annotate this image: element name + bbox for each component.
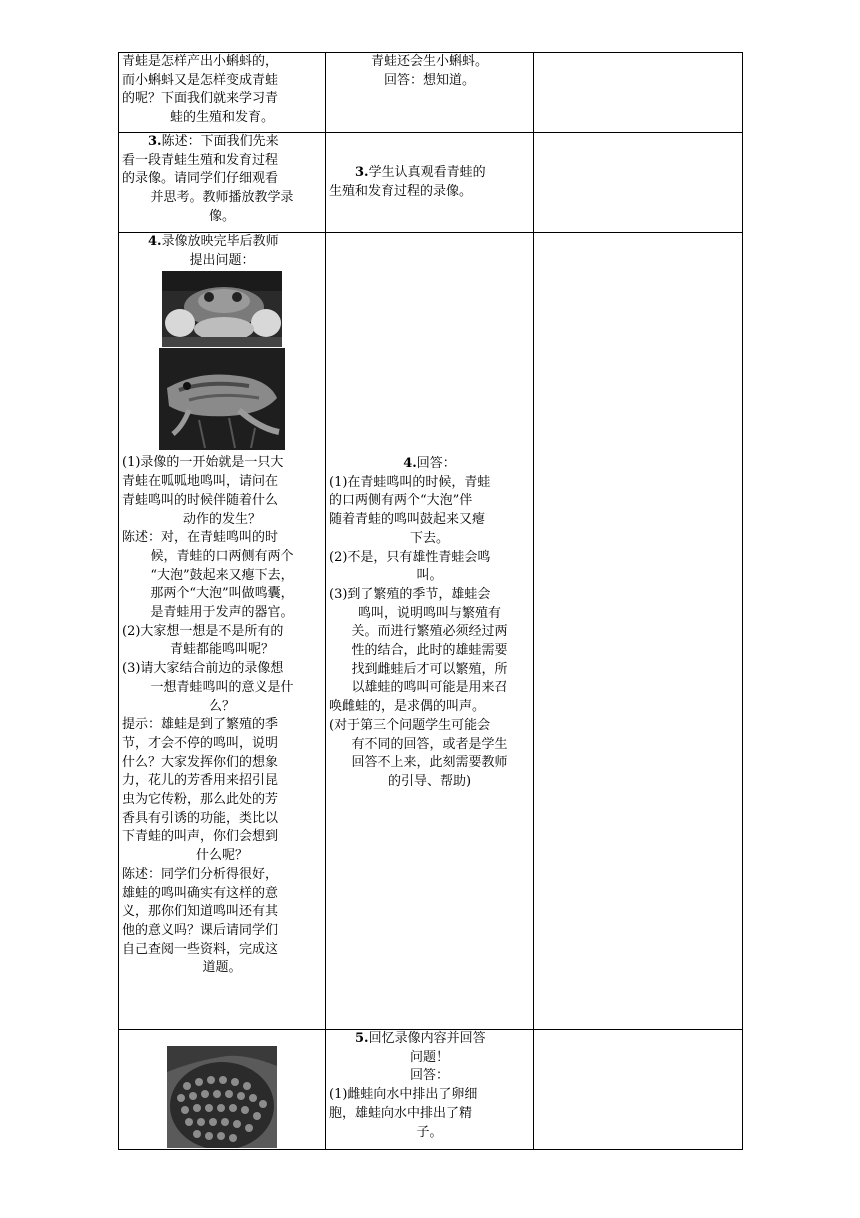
text-line: 么？: [208, 698, 235, 714]
text-line: 4.回答：: [403, 456, 456, 471]
text-line: (1)在青蛙鸣叫的时候，青蛙: [329, 474, 491, 490]
teacher-activity-cell: [119, 1030, 326, 1150]
step-number: 4.: [403, 456, 417, 471]
teacher-activity-cell: [119, 53, 326, 133]
student-activity-cell: [326, 1030, 534, 1150]
text-line: 像。: [208, 208, 235, 224]
text-line: 青蛙还会生小蝌蚪。: [370, 54, 488, 69]
text-line: 关。而进行繁殖必须经过两: [351, 624, 508, 640]
text-line: 香具有引诱的功能，类比以: [122, 810, 279, 826]
table-row: [119, 1030, 743, 1150]
text-line: (3)请大家结合前边的录像想: [122, 661, 284, 677]
text-line: 下青蛙的叫声，你们会想到: [122, 829, 279, 845]
text-line: 胞，雄蛙向水中排出了精: [329, 1105, 473, 1121]
text-line: 陈述：对，在青蛙鸣叫的时: [122, 530, 279, 546]
text-line: 4.录像放映完毕后教师: [148, 234, 279, 249]
notes-cell: [534, 53, 743, 133]
text-line: 回答：想知道。: [383, 72, 475, 88]
student-activity-cell: [326, 53, 534, 133]
step-number: 5.: [355, 1031, 369, 1046]
text-line: 提示：雄蛙是到了繁殖的季: [122, 717, 279, 733]
step-number: 3.: [148, 134, 162, 149]
text-line: (2)不是，只有雄性青蛙会鸣: [329, 549, 491, 565]
text-line: 下去。: [409, 530, 449, 546]
text-line: 的录像。请同学们仔细观看: [122, 171, 279, 187]
table-row: [119, 133, 743, 233]
text-line: (1)录像的一开始就是一只大: [122, 455, 284, 471]
text-line: 问题！: [409, 1049, 449, 1065]
text-line: 鸣叫，说明鸣叫与繁殖有: [357, 605, 501, 621]
text-line: 候，青蛙的口两侧有两个: [150, 548, 294, 564]
text-line: 回答不上来，此刻需要教师: [351, 755, 508, 771]
text-line: 的引导、帮助): [387, 773, 472, 789]
text-line: 而小蝌蚪又是怎样变成青蛙: [122, 72, 279, 88]
text-line: 性的结合，此时的雄蛙需要: [351, 643, 508, 659]
step-number: 3.: [355, 164, 369, 180]
frog-photo: [159, 348, 285, 450]
text-line: 生殖和发育过程的录像。: [329, 183, 473, 199]
text-line: 有不同的回答，或者是学生: [351, 736, 508, 752]
text-line: 一想青蛙鸣叫的意义是什: [150, 679, 294, 695]
text-line: 以雄蛙的鸣叫可能是用来召: [351, 680, 508, 696]
text-line: 唤雌蛙的，是求偶的叫声。: [329, 699, 486, 715]
text-line: 什么呢？: [195, 848, 248, 864]
frog-vocal-sac-photo: [162, 271, 282, 347]
text-line: 5.回忆录像内容并回答: [355, 1031, 486, 1046]
lesson-table: [118, 52, 743, 1150]
text-line: 他的意义吗？课后请同学们: [122, 922, 279, 938]
text-line: 青蛙是怎样产出小蝌蚪的，: [122, 54, 279, 69]
text-line: 青蛙鸣叫的时候伴随着什么: [122, 492, 279, 508]
text-line: 并思考。教师播放教学录: [150, 190, 294, 206]
text-line: (对于第三个问题学生可能会: [329, 717, 491, 733]
text-line: 雄蛙的鸣叫确实有这样的意: [122, 885, 279, 901]
text-line: 道题。: [202, 960, 242, 976]
step-number: 4.: [148, 234, 162, 249]
text-line: 子。: [416, 1124, 443, 1140]
text-line: 3.学生认真观看青蛙的: [355, 164, 486, 180]
text-line: 虫为它传粉，那么此处的芳: [122, 792, 279, 808]
text-line: 提出问题：: [189, 252, 255, 268]
student-activity-cell: [326, 133, 534, 233]
text-line: 的口两侧有两个“大泡”伴: [329, 493, 473, 509]
text-line: 义，那你们知道鸣叫还有其: [122, 904, 279, 920]
text-line: (2)大家想一想是不是所有的: [122, 623, 284, 639]
text-line: 3.陈述：下面我们先来: [148, 134, 279, 149]
text-line: “大泡”鼓起来又瘪下去，: [150, 567, 294, 583]
teacher-activity-cell: [119, 133, 326, 233]
text-line: 自己查阅一些资料，完成这: [122, 941, 279, 957]
text-line: 动作的发生？: [182, 511, 261, 527]
table-row: [119, 53, 743, 133]
notes-cell: [534, 233, 743, 1030]
text-line: 蛙的生殖和发育。: [169, 110, 274, 126]
text-line: (1)雌蛙向水中排出了卵细: [329, 1087, 478, 1103]
notes-cell: [534, 133, 743, 233]
text-line: 那两个“大泡”叫做鸣囊，: [150, 586, 294, 602]
text-line: 找到雌蛙后才可以繁殖，所: [351, 661, 508, 677]
text-line: (3)到了繁殖的季节，雄蛙会: [329, 586, 491, 602]
text-line: 什么？大家发挥你们的想象: [122, 754, 279, 770]
text-line: 节，才会不停的鸣叫，说明: [122, 735, 279, 751]
text-line: 陈述：同学们分析得很好，: [122, 866, 279, 882]
text-line: 叫。: [416, 568, 443, 584]
text-line: 是青蛙用于发声的器官。: [150, 605, 294, 621]
text-line: 青蛙都能鸣叫呢？: [169, 642, 274, 658]
notes-cell: [534, 1030, 743, 1150]
frog-spawn-photo: [167, 1046, 277, 1148]
text-line: 的呢？下面我们就来学习青: [122, 91, 279, 107]
text-line: 青蛙在呱呱地鸣叫，请问在: [122, 474, 279, 490]
teacher-activity-cell: [119, 233, 326, 1030]
lesson-plan-page: [118, 52, 743, 1150]
text-line: 力，花儿的芳香用来招引昆: [122, 773, 279, 789]
text-line: 随着青蛙的鸣叫鼓起来又瘪: [329, 512, 486, 528]
student-activity-cell: [326, 233, 534, 1030]
text-line: 看一段青蛙生殖和发育过程: [122, 152, 279, 168]
table-row: [119, 233, 743, 1030]
text-line: 回答：: [409, 1068, 449, 1084]
